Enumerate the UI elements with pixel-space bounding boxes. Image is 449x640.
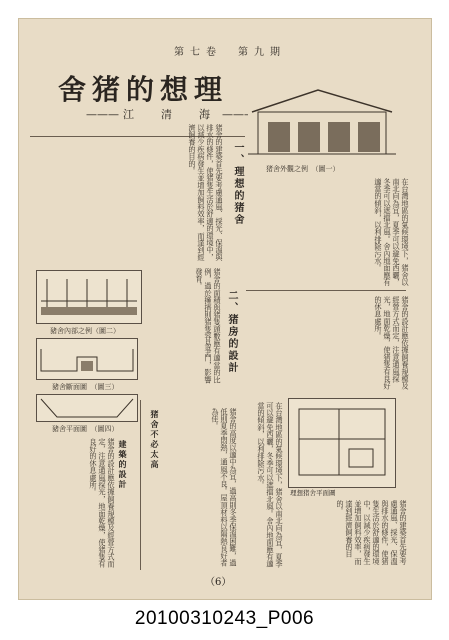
barn-drawing [248,82,396,162]
section-3-heading: 猪舍不必太高 [150,410,160,470]
section-2-heading: 二、猪房的設計 [226,290,237,374]
body-text-lower-right-b: 猪舍的建築首先要考慮通風、採光、保溫與排水的條件，使猪隻生活於舒適的環境中，以減少疾病發生並增加飼料效率，而達到經濟飼養的目的。 [336,500,408,565]
issue-label: 第七卷 第九期 [174,47,286,58]
figure-3 [36,338,138,380]
archive-id: 20100310243_P006 [134,608,315,629]
divider [246,290,406,291]
plan-drawing [37,395,137,421]
body-text-lower-left: 猪舍的設計應依據飼養規模及經營方式而定，注意通風採光，地面乾燥，使猪隻有良好的休息處所。 [89,438,116,568]
figure-4 [36,394,138,422]
body-text-lower-right-a: 在台灣地區的氣候環境下，猪舍以南北向為宜，夏季可以避免西曬，冬季可以遮擋北風。舍內地面應有適當的傾斜，以利排除污水。 [257,402,284,568]
figure-5 [288,398,396,488]
figure-1 [248,82,396,162]
pen-interior-drawing [37,271,141,323]
figure-2-caption: 豬舍內部之例（圖二） [50,327,120,335]
floor-plan-drawing [289,399,395,487]
author-name: ——— 江 清 海 ——— [82,106,259,122]
page-number: （6） [205,577,232,588]
body-text-upper-left: 猪舍的建築首先要考慮通風、採光、保溫與排水的條件，使猪隻生活於舒適的環境中，以減少疾病發生並增加飼料效率，而達到經濟飼養的目的。 [188,124,224,261]
figure-4-caption: 豬舍平面圖 （圖四） [52,425,119,433]
section-1-heading: 一、理想的猪舍 [232,142,243,226]
section-4-heading: 建築的設計 [118,440,128,490]
body-text-right: 在台灣地區的氣候環境下，猪舍以南北向為宜，夏季可以避免西曬，冬季可以遮擋北風。舍內地面應有適當的傾斜，以利排除污水。 [374,178,410,286]
article-title: 舍猪的想理 [58,73,229,106]
figure-1-caption: 猪舍外觀之例 （圖一） [266,165,340,173]
figure-2 [36,270,142,324]
body-text-middle: 猪舍的面積與猪隻頭數應有適當的比例，過於擁擠則猪隻容易爭鬥，影響發育。 [195,268,222,384]
cross-section-drawing [37,339,137,379]
body-text-right-lower: 猪舍的設計應依據飼養規模及經營方式而定，注意通風採光，地面乾燥，使猪隻有良好的休息處所。 [374,296,410,390]
figure-3-caption: 豬舍斷面圖 （圖三） [52,383,119,391]
column-rule [140,400,141,570]
figure-5-caption: 理想猪舍平面圖 [290,489,336,497]
body-text-lower-middle: 猪舍的高度以適中為宜，過高則冬季保溫困難，過低則夏季悶熱，通風不良。屋頂材料以隔熱良好者為佳。 [211,408,238,567]
